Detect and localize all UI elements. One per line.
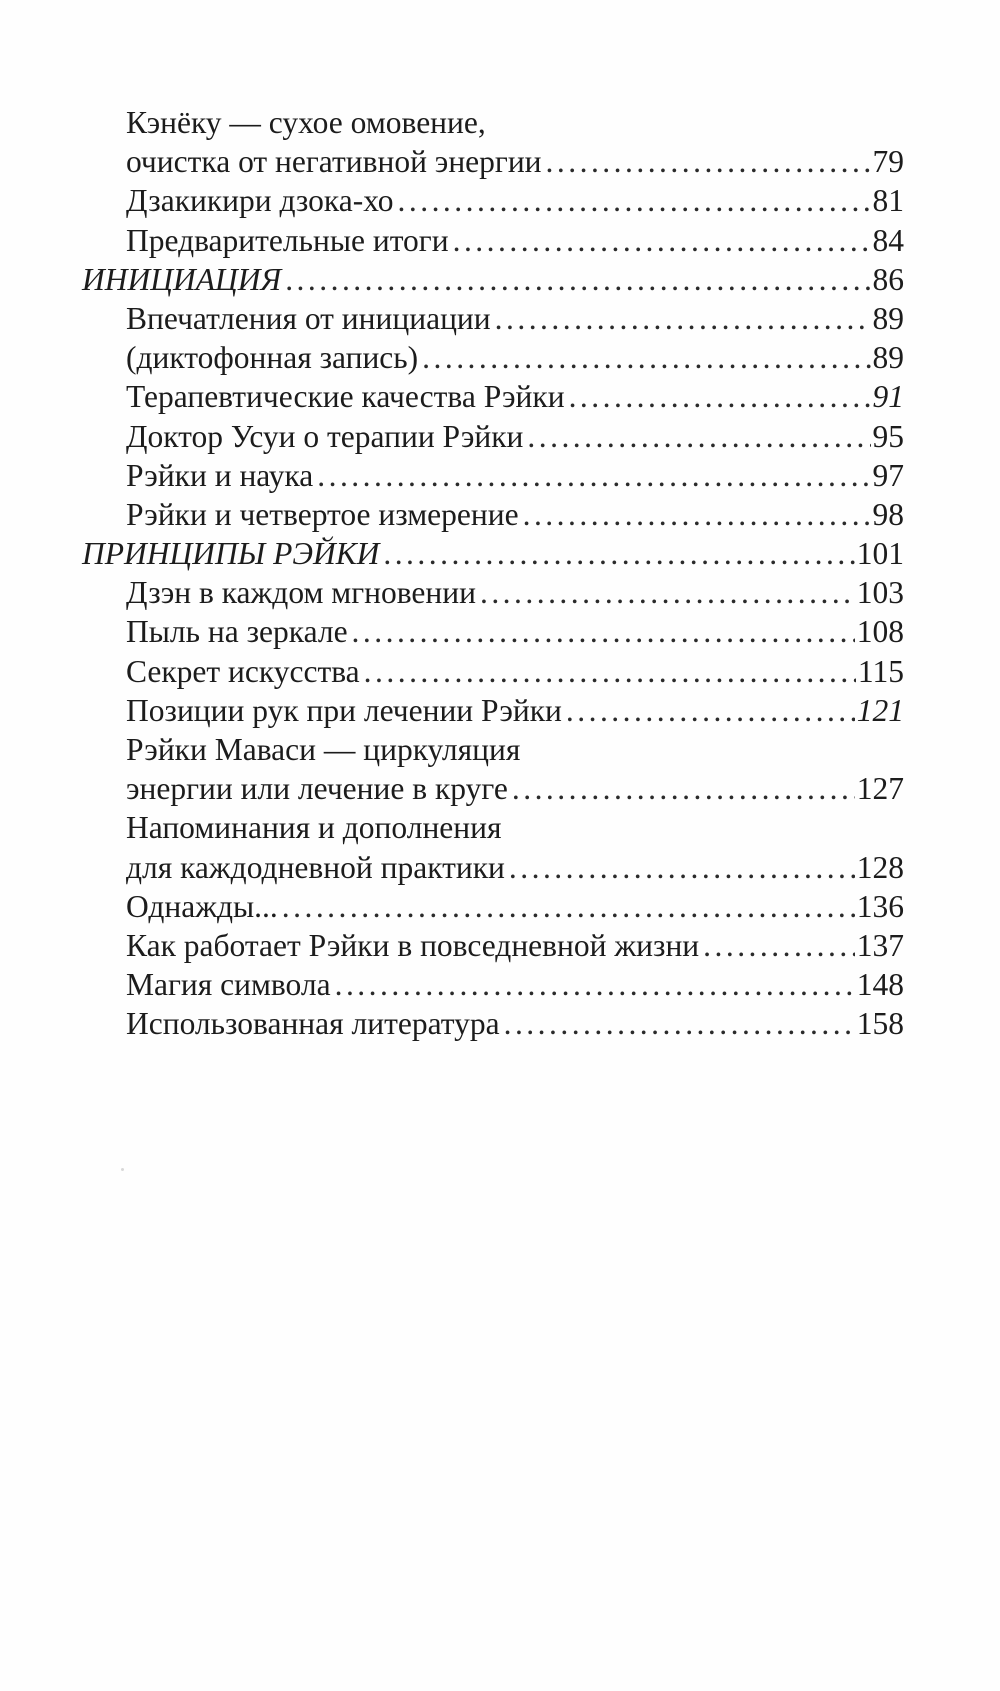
page-number: 121 <box>856 692 904 728</box>
dot-leader <box>422 338 870 377</box>
page-number: 127 <box>856 771 904 807</box>
page-number: 84 <box>872 222 904 258</box>
dot-leader <box>569 377 871 416</box>
toc-entry-title-line: Напоминания и дополнения <box>126 810 502 846</box>
toc-entry-line <box>82 691 904 730</box>
page-number: 115 <box>857 653 904 689</box>
page-number: 89 <box>872 300 904 336</box>
dot-leader <box>364 652 856 691</box>
toc-entry-title: Позиции рук при лечении Рэйки <box>126 692 562 728</box>
toc-entry <box>82 691 904 730</box>
toc-entry <box>82 103 904 181</box>
dot-leader <box>335 965 855 1004</box>
toc-section-title: ИНИЦИАЦИЯ <box>82 261 282 297</box>
toc-entry-title: Как работает Рэйки в повседневной жизни <box>126 927 700 963</box>
dot-leader <box>398 181 871 220</box>
dot-leader <box>512 769 855 808</box>
page-number: 95 <box>872 418 904 454</box>
page-number: 148 <box>856 967 904 1003</box>
toc-entry-title: Дзакикири дзока-хо <box>126 183 394 219</box>
page-number: 97 <box>872 457 904 493</box>
toc-entry-title-line: Рэйки Маваси — циркуляция <box>126 732 521 767</box>
toc-entry <box>82 730 904 808</box>
page-number: 137 <box>856 927 904 963</box>
toc-entry-line <box>82 221 904 260</box>
toc-entry-line <box>82 534 904 573</box>
toc-entry-title: очистка от негативной энергии <box>126 144 542 180</box>
toc-entry-title: Предварительные итоги <box>126 222 449 258</box>
dot-leader <box>282 887 855 926</box>
dot-leader <box>509 848 855 887</box>
dot-leader <box>383 534 854 573</box>
toc-entry-line <box>82 1004 904 1043</box>
dot-leader <box>453 221 871 260</box>
toc-section <box>82 534 904 573</box>
page-number: 79 <box>872 144 904 180</box>
toc-entry-title: Терапевтические качества Рэйки <box>126 379 565 415</box>
toc-entry-title: Рэйки и четвертое измерение <box>126 496 519 532</box>
toc-entry-title: Магия символа <box>126 967 331 1003</box>
toc-entry <box>82 456 904 495</box>
toc-entry <box>82 1004 904 1043</box>
toc-entry-title: Однажды... <box>126 888 278 924</box>
toc-entry-line <box>82 769 904 808</box>
toc-entry-title: Секрет искусства <box>126 653 360 689</box>
page-number: 98 <box>872 496 904 532</box>
toc-entry-title-line: Кэнёку — сухое омовение, <box>126 105 486 140</box>
toc-entry-title: (диктофонная запись) <box>126 340 419 376</box>
toc-entry-line <box>82 926 904 965</box>
toc-entry-title: для каждодневной практики <box>126 849 505 885</box>
page-number: 86 <box>872 261 904 297</box>
dot-leader <box>317 456 870 495</box>
dot-leader <box>504 1004 855 1043</box>
page-number: 103 <box>856 575 904 611</box>
toc-entry-line <box>82 299 904 338</box>
toc-entry-line <box>82 573 904 612</box>
toc-entry <box>82 338 904 377</box>
toc-entry <box>82 573 904 612</box>
toc-entry <box>82 926 904 965</box>
toc-entry-line <box>82 612 904 651</box>
toc-entry <box>82 887 904 926</box>
toc-entry-line <box>82 495 904 534</box>
table-of-contents <box>82 103 904 1044</box>
toc-entry-line <box>82 456 904 495</box>
toc-entry <box>82 181 904 220</box>
page-number: 136 <box>856 888 904 924</box>
dot-leader <box>480 573 855 612</box>
toc-entry <box>82 965 904 1004</box>
toc-entry-line <box>82 181 904 220</box>
page-number: 128 <box>856 849 904 885</box>
dot-leader <box>285 260 870 299</box>
dot-leader <box>703 926 855 965</box>
toc-entry <box>82 652 904 691</box>
toc-entry-line <box>82 338 904 377</box>
page-number: 101 <box>856 536 904 572</box>
toc-entry-line <box>82 377 904 416</box>
page-number: 91 <box>872 379 904 415</box>
toc-entry <box>82 417 904 456</box>
page-number: 158 <box>856 1006 904 1042</box>
page-number: 89 <box>872 340 904 376</box>
dot-leader <box>352 612 855 651</box>
toc-entry <box>82 612 904 651</box>
toc-entry-title: Рэйки и наука <box>126 457 314 493</box>
toc-section-title: ПРИНЦИПЫ РЭЙКИ <box>82 536 380 572</box>
dot-leader <box>566 691 855 730</box>
toc-entry-title: Пыль на зеркале <box>126 614 348 650</box>
toc-entry <box>82 808 904 886</box>
dot-leader <box>527 417 870 456</box>
dot-leader <box>523 495 871 534</box>
toc-entry-line <box>82 965 904 1004</box>
toc-entry-line <box>82 142 904 181</box>
paper-speck <box>121 1168 124 1171</box>
toc-section <box>82 260 904 299</box>
toc-entry-title: энергии или лечение в круге <box>126 771 508 807</box>
dot-leader <box>495 299 871 338</box>
toc-entry <box>82 221 904 260</box>
toc-entry-line <box>82 887 904 926</box>
toc-entry-title: Доктор Усуи о терапии Рэйки <box>126 418 524 454</box>
toc-entry-line <box>82 260 904 299</box>
toc-entry-line <box>82 417 904 456</box>
page-number: 108 <box>856 614 904 650</box>
toc-entry <box>82 377 904 416</box>
toc-entry-title: Использованная литература <box>126 1006 500 1042</box>
toc-entry-title: Впечатления от инициации <box>126 300 491 336</box>
toc-entry-line <box>82 848 904 887</box>
toc-entry <box>82 299 904 338</box>
dot-leader <box>546 142 871 181</box>
page-number: 81 <box>872 183 904 219</box>
toc-entry-title: Дзэн в каждом мгновении <box>126 575 476 611</box>
toc-entry <box>82 495 904 534</box>
toc-entry-line <box>82 652 904 691</box>
